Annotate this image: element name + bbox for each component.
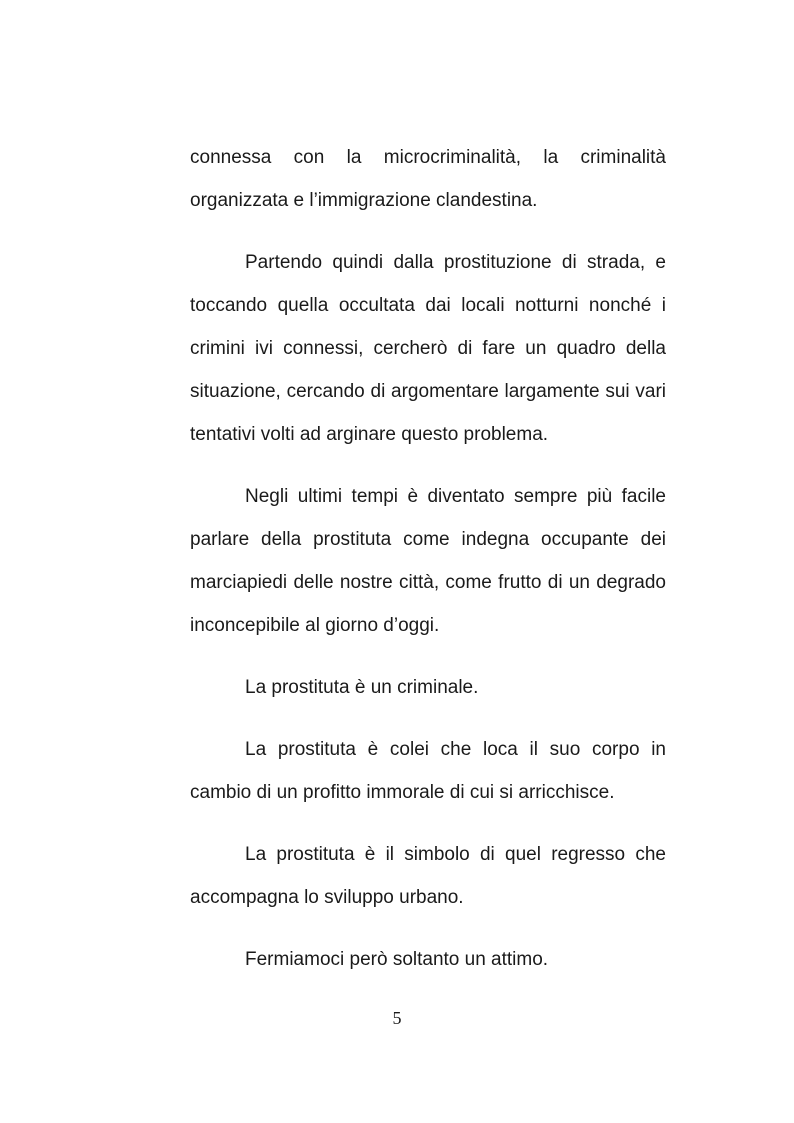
paragraph: Partendo quindi dalla prostituzione di strada, e toccando quella occultata dai locali notturni nonché i crimini ivi connessi, cercherò di fare un quadro della situazione, cercando di argomentare largamente sui vari tentativi volti ad arginare questo problema. [190,252,666,445]
page-number: 5 [392,1008,402,1028]
paragraph-continuation: connessa con la microcriminalità, la criminalità organizzata e l’immigrazione clandestina. [190,147,666,211]
paragraph: La prostituta è il simbolo di quel regresso che accompagna lo sviluppo urbano. [190,844,666,908]
paragraph: Fermiamoci però soltanto un attimo. [245,949,549,970]
paragraph: Negli ultimi tempi è diventato sempre più facile parlare della prostituta come indegna occupante dei marciapiedi delle nostre città, come frutto di un degrado inconcepibile al giorno d’oggi. [190,486,666,636]
paragraph: La prostituta è un criminale. [245,677,479,698]
body-text [190,136,666,1000]
paragraph: La prostituta è colei che loca il suo corpo in cambio di un profitto immorale di cui si arricchisce. [190,739,666,803]
